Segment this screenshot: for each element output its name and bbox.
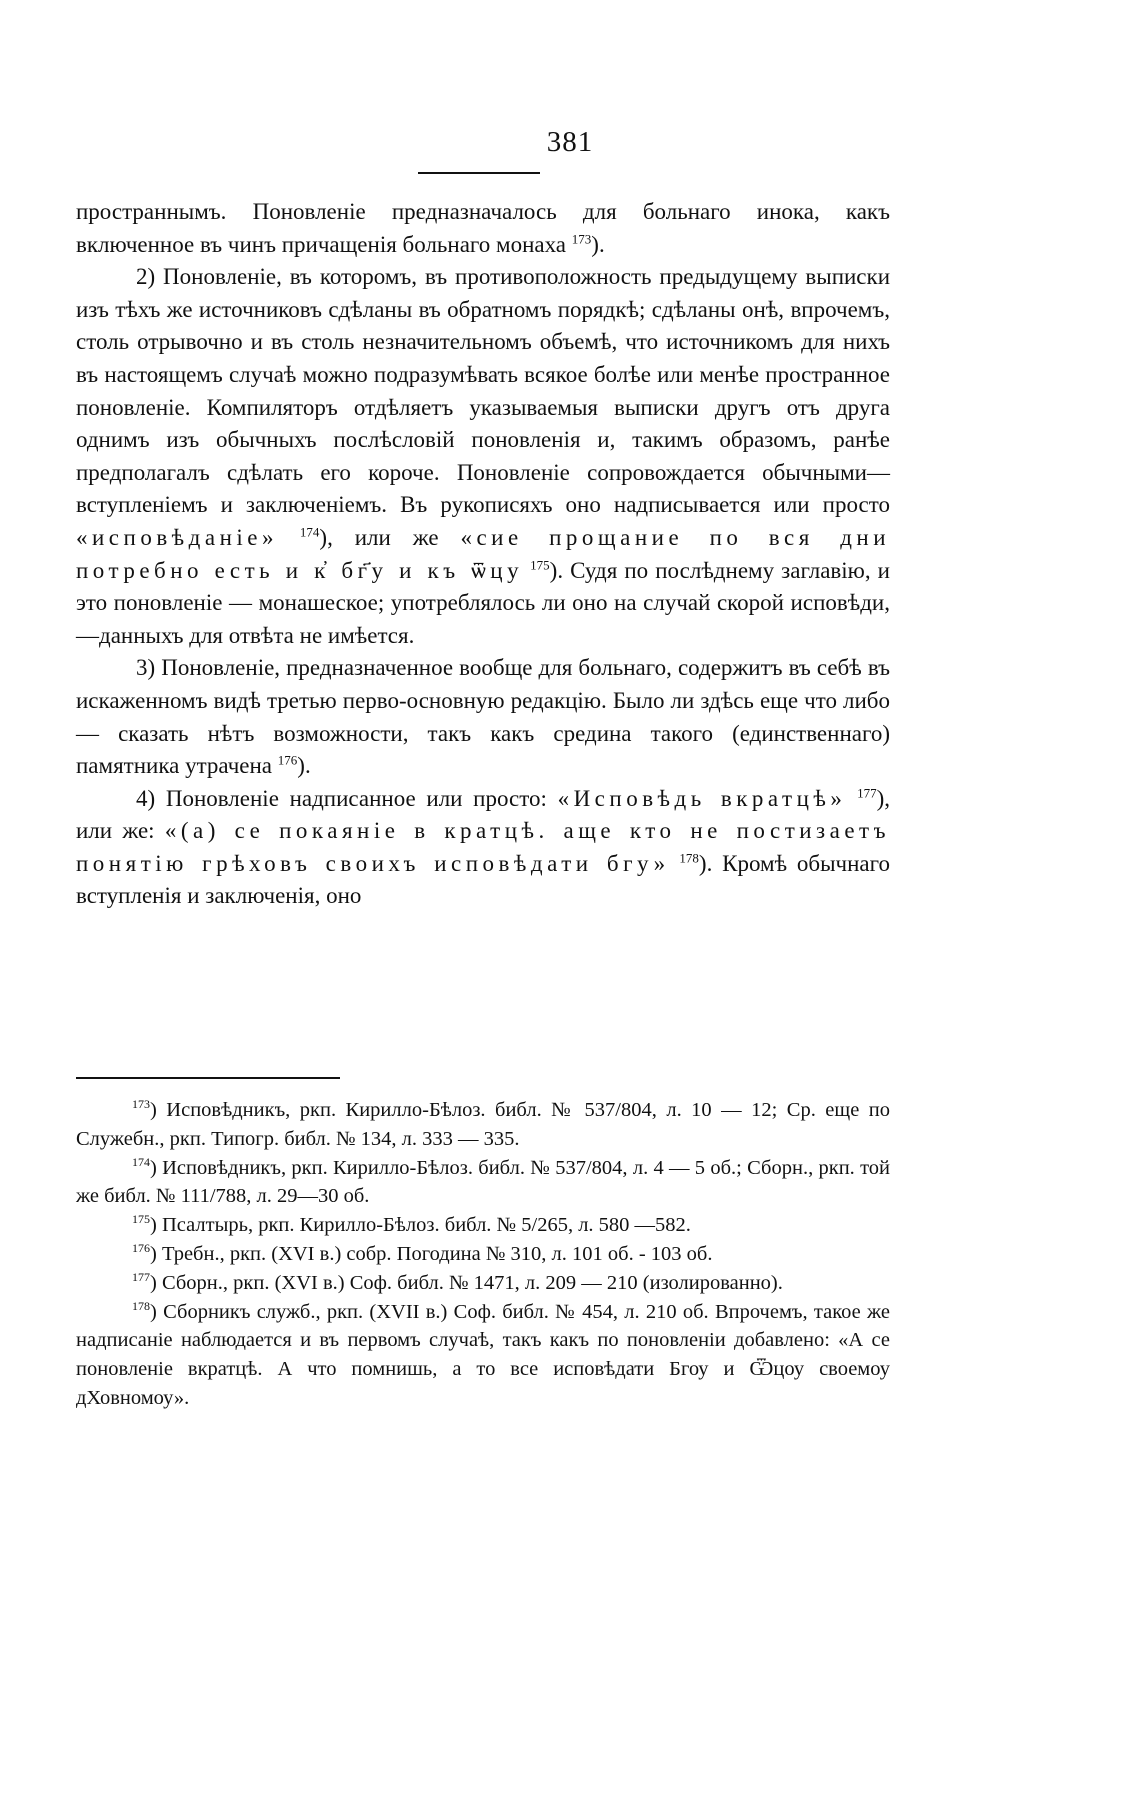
footnote-ref-175: 175	[530, 556, 550, 572]
paragraph-3-end: ).	[297, 753, 311, 779]
page-number-rule	[418, 172, 540, 174]
paragraph-2-text-c: ). Судя по послѣднему заглавію, и это поновленіе — монашеское; употреблялось ли оно на случай скорой исповѣди,—данныхъ для отвѣта не имѣется.	[76, 557, 890, 648]
footnote-text: ) Сборн., ркп. (XVI в.) Соф. библ. № 1471, л. 209 — 210 (изолированно).	[150, 1271, 783, 1294]
footnote-separator	[76, 1077, 340, 1079]
footnote-text: ) Требн., ркп. (XVI в.) собр. Погодина № 310, л. 101 об. - 103 об.	[150, 1242, 713, 1265]
page-number: 381	[546, 126, 594, 158]
footnote-ref-178: 178	[679, 850, 699, 866]
footnote-text: ) Псалтырь, ркп. Кирилло-Бѣлоз. библ. № 5/265, л. 580 —582.	[150, 1214, 691, 1237]
footnote-175	[76, 1211, 890, 1240]
paragraph-3	[76, 652, 890, 782]
footnote-ref-177: 177	[857, 785, 877, 801]
footnote-176	[76, 1240, 890, 1269]
paragraph-1-text: пространнымъ. Поновленіе предназначалось для больнаго инока, какъ включенное въ чинъ причащенія больнаго монаха	[76, 199, 890, 257]
paragraph-4-text-a: 4) Поновленіе надписанное или просто:	[136, 785, 547, 811]
quote-se-pokayanie: «(а) се покаяніе в кратцѣ. аще кто не постизаетъ понятію грѣховъ своихъ исповѣдати бгу»	[76, 818, 891, 876]
paragraph-4-text-c: ). Кромѣ обычнаго вступленія и заключенія, оно	[76, 850, 890, 909]
paragraph-2-text-a: 2) Поновленіе, въ которомъ, въ противоположность предыдущему выписки изъ тѣхъ же источниковъ сдѣланы въ обратномъ порядкѣ; сдѣланы онѣ, впрочемъ, столь отрывочно и въ столь незначительномъ объемѣ, что источникомъ для нихъ въ настоящемъ случаѣ можно подразумѣвать всякое болѣе или менѣе пространное поновленіе. Компиляторъ отдѣляетъ указываемыя выписки другъ отъ друга однимъ изъ обычныхъ послѣсловій поновленія и, такимъ образомъ, ранѣе предполагалъ сдѣлать его короче. Поновленіе сопровождается обычными—вступленіемъ и заключеніемъ. Въ рукописяхъ оно надписывается или просто	[76, 264, 890, 518]
footnote-178	[76, 1298, 890, 1413]
main-text	[76, 196, 890, 913]
footnote-173	[76, 1096, 890, 1154]
quote-ispoved-vkrattse: «Исповѣдь вкратцѣ»	[557, 785, 847, 811]
footnotes	[76, 1096, 890, 1413]
quote-ispovedanie: «исповѣданіе»	[76, 524, 278, 550]
footnote-174	[76, 1154, 890, 1212]
footnote-text: ) Исповѣдникъ, ркп. Кирилло-Бѣлоз. библ. № 537/804, л. 4 — 5 об.; Сборн., ркп. той же библ. № 111/788, л. 29—30 об.	[76, 1156, 890, 1208]
footnote-number: 177	[132, 1269, 150, 1284]
quote-proshchanie: «сие прощание по вся дни потребно есть и к҆ бг҃у и къ ѿцу	[76, 524, 891, 583]
footnote-number: 178	[132, 1298, 150, 1313]
footnote-ref-174: 174	[299, 524, 320, 540]
paragraph-2-text-b: ), или же	[319, 524, 439, 550]
footnote-text: ) Исповѣдникъ, ркп. Кирилло-Бѣлоз. библ. № 537/804, л. 10 — 12; Ср. еще по Служебн., ркп. Типогр. библ. № 134, л. 333 — 335.	[76, 1099, 890, 1150]
footnote-number: 174	[132, 1154, 150, 1169]
paragraph-4-text-b: ), или же:	[76, 785, 890, 844]
paragraph-1	[76, 196, 890, 261]
footnote-text: ) Сборникъ служб., ркп. (XVII в.) Соф. библ. № 454, л. 210 об. Впрочемъ, такое же надписаніе наблюдается и въ первомъ случаѣ, такъ какъ по поновленіи добавлено: «А се поновленіе вкратцѣ. А что помнишь, а то все исповѣдати Бгоу и Ѿцоу своемоу дХовномоу».	[76, 1300, 890, 1409]
paragraph-2	[76, 261, 890, 652]
footnote-ref-173: 173	[571, 230, 592, 246]
paragraph-3-text: 3) Поновленіе, предназначенное вообще для больнаго, содержитъ въ себѣ въ искаженномъ видѣ третью перво-основную редакцію. Было ли здѣсь еще что либо — сказать нѣтъ возможности, такъ какъ средина такого (единственнаго) памятника утрачена	[76, 655, 890, 779]
footnote-ref-176: 176	[277, 752, 298, 768]
footnote-number: 173	[132, 1097, 150, 1112]
paragraph-4	[76, 783, 890, 913]
footnote-number: 176	[132, 1241, 150, 1256]
footnote-177	[76, 1269, 890, 1298]
paragraph-1-end: ).	[591, 231, 605, 257]
footnote-number: 175	[132, 1212, 150, 1227]
